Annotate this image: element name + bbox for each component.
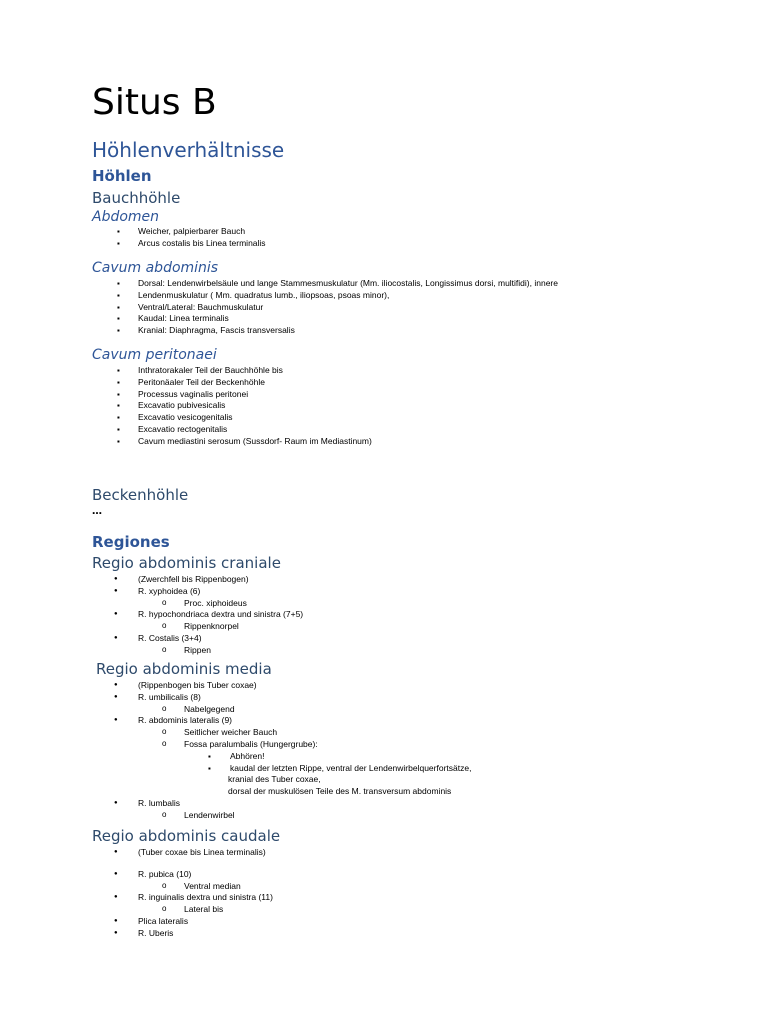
heading-cavum-peritonaei: Cavum peritonaei: [92, 347, 217, 363]
list-item: ● R. umbilicalis (8): [92, 692, 471, 704]
list-item: ● R. hypochondriaca dextra und sinistra (7+5): [92, 609, 303, 621]
sub-sub-list-item: ▪ Abhören!: [92, 751, 471, 763]
heading-abdomen: Abdomen: [92, 209, 160, 225]
sub-list-item: o Lateral bis: [92, 904, 273, 916]
sub-list-item: o Rippen: [92, 645, 303, 657]
list-item: ▪ Kranial: Diaphragma, Fascis transversalis: [92, 325, 558, 337]
list-item-continuation: ▪ Lendenmuskulatur ( Mm. quadratus lumb., iliopsoas, psoas minor),: [92, 290, 558, 302]
heading-regio-caudale: Regio abdominis caudale: [92, 827, 281, 845]
cavum-peritonaei-list: [92, 365, 372, 448]
cavum-abdominis-list: [92, 278, 558, 337]
list-item: ▪ Arcus costalis bis Linea terminalis: [92, 238, 266, 250]
list-item: ▪ Peritonäaler Teil der Beckenhöhle: [92, 377, 372, 389]
section-heading-hoehlenverhaeltnisse: Höhlenverhältnisse: [92, 138, 285, 162]
sub-list-item: o Seitlicher weicher Bauch: [92, 727, 471, 739]
list-item: ▪ Kaudal: Linea terminalis: [92, 313, 558, 325]
sub-list-item: o Proc. xiphoideus: [92, 598, 303, 610]
list-item: ● R. pubica (10): [92, 869, 273, 881]
list-item: ▪ Cavum mediastini serosum (Sussdorf- Raum im Mediastinum): [92, 436, 372, 448]
list-item: ● Plica lateralis: [92, 916, 273, 928]
regio-media-list: [92, 680, 471, 822]
list-item: ● R. abdominis lateralis (9): [92, 715, 471, 727]
list-item: ● (Zwerchfell bis Rippenbogen): [92, 574, 303, 586]
regio-craniale-list: [92, 574, 303, 657]
heading-hoehlen: Höhlen: [92, 167, 152, 185]
list-item: ▪ Excavatio rectogenitalis: [92, 424, 372, 436]
list-item: ● R. lumbalis: [92, 798, 471, 810]
list-item-continuation: dorsal der muskulösen Teile des M. transversum abdominis: [228, 786, 452, 797]
sub-list-item: o Ventral median: [92, 881, 273, 893]
heading-bauchhoehle: Bauchhöhle: [92, 189, 181, 207]
sub-list-item: o Fossa paralumbalis (Hungergrube):: [92, 739, 471, 751]
list-item: ● R. Costalis (3+4): [92, 633, 303, 645]
list-item: ▪ Inthratorakaler Teil der Bauchhöhle bis: [92, 365, 372, 377]
sub-list-item: o Rippenknorpel: [92, 621, 303, 633]
list-item: ▪ Processus vaginalis peritonei: [92, 389, 372, 401]
heading-cavum-abdominis: Cavum abdominis: [92, 260, 219, 276]
list-item: ▪ Weicher, palpierbarer Bauch: [92, 226, 266, 238]
sub-list-item: o Nabelgegend: [92, 704, 471, 716]
heading-beckenhoehle: Beckenhöhle: [92, 486, 189, 504]
list-item-continuation: kranial des Tuber coxae,: [228, 774, 321, 785]
list-item: ● R. xyphoidea (6): [92, 586, 303, 598]
ellipsis: …: [92, 506, 102, 517]
list-item: ● (Rippenbogen bis Tuber coxae): [92, 680, 471, 692]
regio-caudale-list: [92, 847, 273, 940]
list-item: ▪ Ventral/Lateral: Bauchmuskulatur: [92, 302, 558, 314]
sub-sub-list-item: ▪ kaudal der letzten Rippe, ventral der Lendenwirbelquerfortsätze,: [92, 763, 471, 775]
list-item: ● (Tuber coxae bis Linea terminalis): [92, 847, 273, 859]
heading-regiones: Regiones: [92, 533, 170, 551]
abdomen-list: [92, 226, 266, 250]
page-title: Situs B: [92, 82, 217, 123]
list-item: ▪ Excavatio pubivesicalis: [92, 400, 372, 412]
list-item: ▪ Dorsal: Lendenwirbelsäule und lange Stammesmuskulatur (Mm. iliocostalis, Longissimus dorsi, multifidi), innere: [92, 278, 558, 290]
heading-regio-craniale: Regio abdominis craniale: [92, 554, 281, 572]
list-item: ▪ Excavatio vesicogenitalis: [92, 412, 372, 424]
sub-list-item: o Lendenwirbel: [92, 810, 471, 822]
list-item: ● R. inguinalis dextra und sinistra (11): [92, 892, 273, 904]
heading-regio-media: Regio abdominis media: [96, 660, 272, 678]
list-item: ● R. Uberis: [92, 928, 273, 940]
